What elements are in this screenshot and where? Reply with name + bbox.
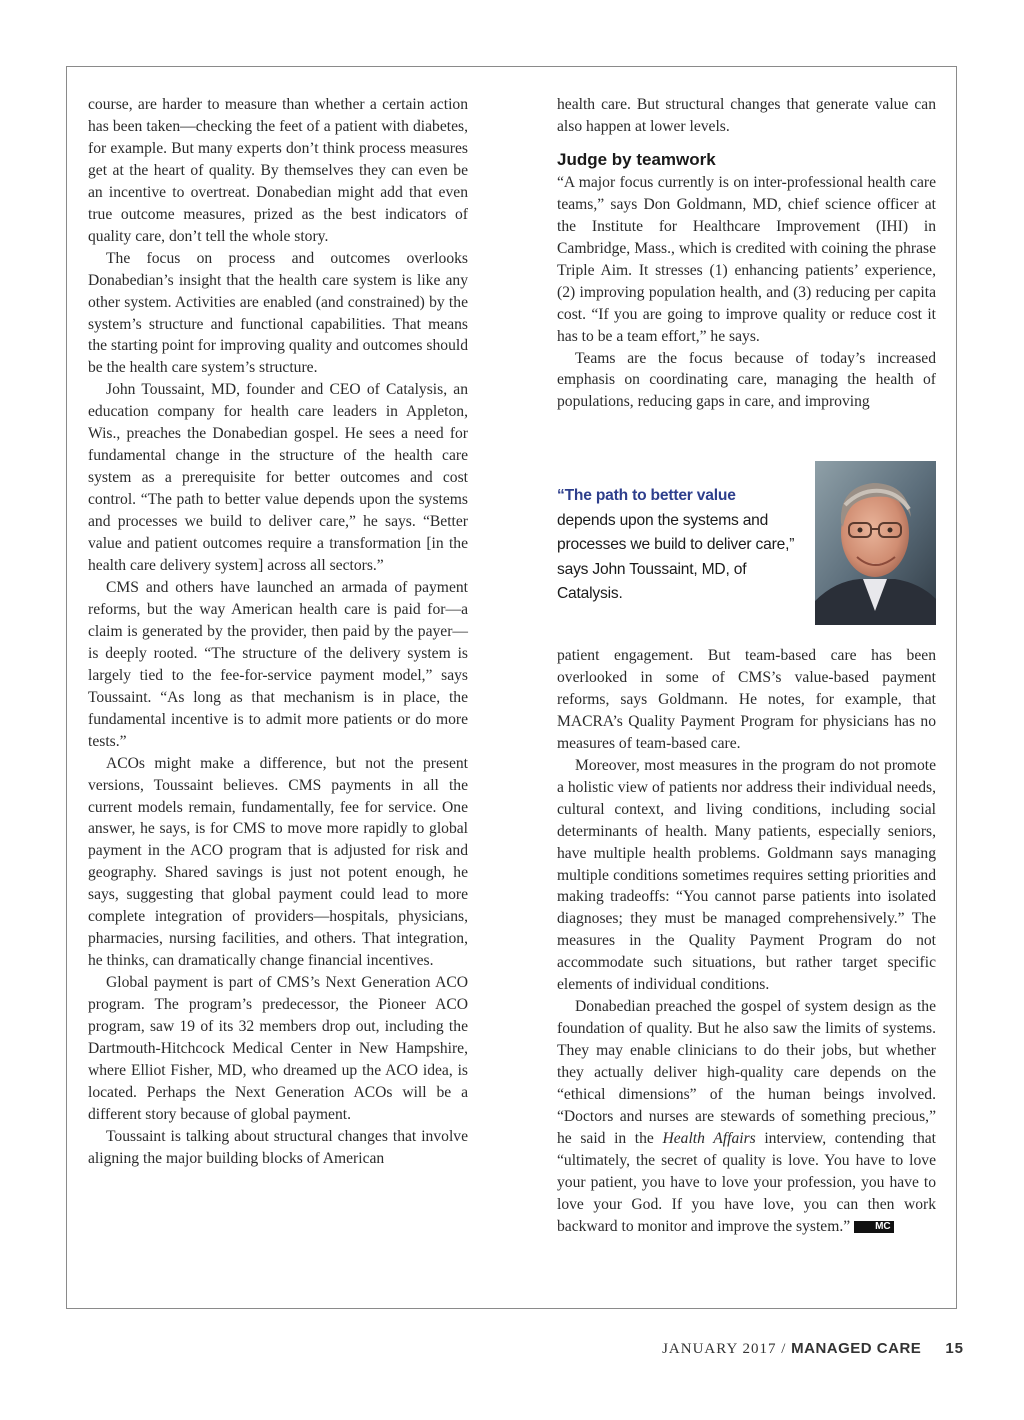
right-column-top [557,94,936,413]
pull-quote-text: depends upon the systems and processes we build to deliver care,” says John Toussaint, MD, of Catalysis. [557,511,795,602]
paragraph-closing [557,996,936,1237]
closing-text-b: interview, contending that “ultimately, the secret of quality is love. You have to love your patient, you have to love your profession, you have to love your God. If you have love, you can then work backward to monitor and improve the system.” [557,1129,937,1235]
paragraph: Moreover, most measures in the program do not promote a holistic view of patients nor address their individual needs, cultural context, and living conditions, including social determinants of health. Many patients, especially seniors, have multiple health problems. Goldmann says managing multiple conditions sometimes requires setting priorities and making tradeoffs: “You cannot parse patients into isolated diagnoses; they must be managed comprehensively.” The measures in the Quality Payment Program do not accommodate such situations, but rather target specific elements of individual conditions. [557,756,936,994]
portrait-illustration [815,461,936,625]
paragraph: John Toussaint, MD, founder and CEO of Catalysis, an education company for health care leaders in Appleton, Wis., preaches the Donabedian gospel. He sees a need for fundamental change in the structure of the health care system as a prerequisite for better outcomes and cost control. “The path to better value depends upon the systems and processes we build to deliver care,” he says. “Better value and patient outcomes require a transformation [in the health care delivery system] across all sectors.” [88,381,468,575]
paragraph: The focus on process and outcomes overlooks Donabedian’s insight that the health care system is like any other system. Activities are enabled (and constrained) by the system’s structure and functional capabilities. That means the starting point for improving quality and outcomes should be the health care system’s structure. [88,249,468,377]
paragraph: CMS and others have launched an armada of payment reforms, but the way American health care is paid for—a claim is generated by the provider, then paid by the payer—is deeply rooted. “The structure of the delivery system is largely tied to the fee-for-service payment model,” says Toussaint. “As long as that mechanism is in place, the fundamental incentive is to admit more patients or do more tests.” [88,578,468,750]
paragraph: health care. But structural changes that generate value can also happen at lower levels. [557,96,936,135]
paragraph: Teams are the focus because of today’s increased emphasis on coordinating care, managing the health of populations, reducing gaps in care, and improving [557,349,936,411]
page-number: 15 [945,1340,964,1357]
paragraph: patient engagement. But team-based care has been overlooked in some of CMS’s value-based payment reforms, says Goldmann. He notes, for example, that MACRA’s Quality Payment Program for physicians has no measures of team-based care. [557,647,936,752]
pull-quote [557,484,802,607]
right-column-bottom [557,645,936,1238]
paragraph: course, are harder to measure than whether a certain action has been taken—checking the feet of a patient with diabetes, for example. But many experts don’t think process measures get at the heart of quality. By themselves they can even be an incentive to overtreat. Donabedian might add that even true outcome measures, prized as the best indicators of quality care, don’t tell the whole story. [88,96,468,245]
paragraph: “A major focus currently is on inter-professional health care teams,” says Don Goldmann, MD, chief science officer at the Institute for Healthcare Improvement (IHI) in Cambridge, Mass., which is credited with coining the phrase Triple Aim. It stresses (1) enhancing patients’ experience, (2) improving population health, and (3) reducing per capita cost. “If you are going to improve quality or reduce cost it has to be a team effort,” he says. [557,173,936,345]
closing-text-a: Donabedian preached the gospel of system design as the foundation of quality. But he also saw the limits of systems. They may enable clinicians to do their jobs, but whether they actually deliver high-quality care depends on the “ethical dimensions” of the human beings involved. “Doctors and nurses are stewards of something precious,” he said in the [557,998,936,1147]
paragraph: Toussaint is talking about structural changes that involve aligning the major building blocks of American [88,1127,468,1167]
left-column [88,94,468,1170]
paragraph: ACOs might make a difference, but not the present versions, Toussaint believes. CMS payments in all the current models remain, fundamentally, fee for service. One answer, he says, is for CMS to move more rapidly to global payment in the ACO program that is adjusted for risk and geography. Shared savings is just not potent enough, he says, suggesting that global payment could lead to more complete integration of providers—hospitals, physicians, pharmacies, nursing facilities, and others. That integration, he thinks, can dramatically change financial incentives. [88,754,468,970]
footer-magazine: MANAGED CARE [791,1340,922,1357]
paragraph: Global payment is part of CMS’s Next Generation ACO program. The program’s predecessor, the Pioneer ACO program, saw 19 of its 32 members drop out, including the Dartmouth-Hitchcock Medical Center in New Hampshire, where Elliot Fisher, MD, who dreamed up the ACO idea, is located. Perhaps the Next Generation ACOs will be a different story because of global payment. [88,974,468,1123]
portrait-photo [815,461,936,625]
page-footer [662,1340,964,1358]
publication-title: Health Affairs [662,1129,756,1147]
footer-date: JANUARY 2017 / [662,1341,792,1357]
end-mark-icon: MC [854,1221,894,1233]
section-subhead: Judge by teamwork [557,149,716,169]
pull-quote-lead: “The path to better value [557,487,736,504]
